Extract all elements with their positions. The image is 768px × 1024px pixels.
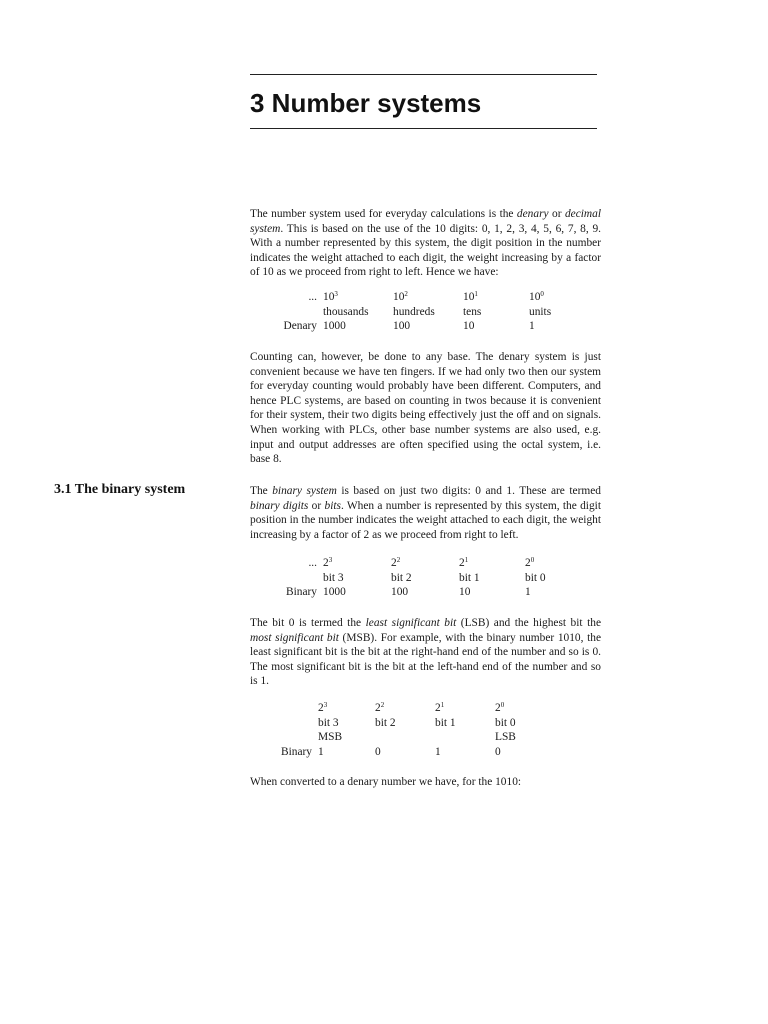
table-cell: bit 1: [435, 716, 456, 729]
table-row: [270, 716, 516, 731]
table-row: [276, 571, 546, 586]
binary-paragraph-2: The bit 0 is termed the least significant bit (LSB) and the highest bit the most significant bit (MSB). For example, with the binary number 1010, the least significant bit is the bit at the right-hand end of the number and so is 0. The most significant bit is the bit at the left-hand end of the number and so is 1.: [250, 617, 602, 688]
table-row: [276, 319, 551, 334]
table-cell: bit 3: [318, 716, 339, 729]
table-cell: $2^1$: [459, 556, 469, 569]
table-cell: hundreds: [393, 305, 435, 318]
table-row: [276, 585, 546, 600]
table-cell: tens: [463, 305, 482, 318]
denary-place-value-table: [276, 290, 551, 334]
table-lead: ...: [308, 291, 317, 303]
table-cell: $10^1$: [463, 290, 478, 303]
section-heading: 3.1 The binary system: [54, 482, 186, 497]
table-row: [276, 305, 551, 320]
table-cell: 10: [459, 586, 471, 599]
table-cell: bit 0: [495, 716, 516, 729]
table-cell: $2^0$: [525, 556, 535, 569]
table-cell: bit 3: [323, 571, 344, 584]
row-label: Binary: [285, 586, 317, 599]
table-row: [276, 290, 551, 305]
table-cell: 100: [393, 320, 411, 333]
intro-paragraph-1: The number system used for everyday calculations is the denary or decimal system. This is based on the use of the 10 digits: 0, 1, 2, 3, 4, 5, 6, 7, 8, 9. With a number represented by this system, the digit position in the number indicates the weight attached to each digit, the weight increasing by a factor of 10 as we proceed from right to left. Hence we have:: [250, 208, 601, 279]
binary-place-value-table: [276, 556, 546, 600]
table-row: [270, 701, 516, 716]
table-cell: [435, 730, 495, 745]
lsb-tag: LSB: [495, 731, 516, 744]
table-cell: $2^2$: [375, 701, 385, 714]
binary-paragraph-1: The binary system is based on just two digits: 0 and 1. These are termed binary digits or bits. When a number is represented by this system, the digit position in the number indicates the weight attached to each digit, the weight increasing by a factor of 2 as we proceed from right to left.: [250, 485, 602, 541]
table-cell: units: [529, 305, 552, 318]
table-cell: $10^3$: [323, 290, 338, 303]
table-row: [270, 730, 516, 745]
table-row: [276, 556, 546, 571]
table-cell: bit 0: [525, 571, 546, 584]
row-label: Binary: [280, 745, 312, 758]
table-cell: 10: [463, 320, 475, 333]
table-cell: bit 1: [459, 571, 480, 584]
table-cell: $2^3$: [323, 556, 333, 569]
table-cell: 1: [318, 745, 324, 758]
table-cell: $2^2$: [391, 556, 401, 569]
table-cell: 1: [525, 586, 531, 599]
table-cell: $2^3$: [318, 701, 328, 714]
table-cell: 1000: [323, 586, 346, 599]
table-cell: $10^0$: [529, 290, 544, 303]
table-lead: ...: [308, 557, 317, 569]
table-cell: $2^0$: [495, 701, 505, 714]
intro-paragraph-2: Counting can, however, be done to any base. The denary system is just convenient because we have ten fingers. If we had only two then our system for everyday counting would probably have been different. Computers, and hence PLC systems, are based on counting in twos because it is convenient for their system, their two digits being effectively just the off and on signals. When working with PLCs, other base number systems are also used, e.g. input and output addresses are often specified using the octal system, i.e. base 8.: [250, 351, 601, 466]
table-row: [270, 745, 516, 760]
table-cell: $10^2$: [393, 290, 408, 303]
table-cell: 0: [375, 745, 381, 758]
table-cell: thousands: [323, 305, 369, 318]
title-top-rule: [250, 74, 597, 75]
table-cell: 0: [495, 745, 501, 758]
title-bottom-rule: [250, 128, 597, 129]
table-cell: 1000: [323, 320, 346, 333]
msb-tag: MSB: [318, 731, 343, 744]
table-cell: [375, 730, 435, 745]
table-cell: 1: [435, 745, 441, 758]
table-cell: 1: [529, 320, 535, 333]
table-cell: bit 2: [375, 716, 396, 729]
chapter-title: 3 Number systems: [250, 88, 482, 118]
binary-paragraph-3: When converted to a denary number we have, for the 1010:: [250, 776, 522, 788]
row-label: Denary: [283, 320, 317, 333]
table-cell: bit 2: [391, 571, 412, 584]
table-cell: 100: [391, 586, 409, 599]
table-cell: $2^1$: [435, 701, 445, 714]
msb-lsb-table: [270, 701, 516, 759]
